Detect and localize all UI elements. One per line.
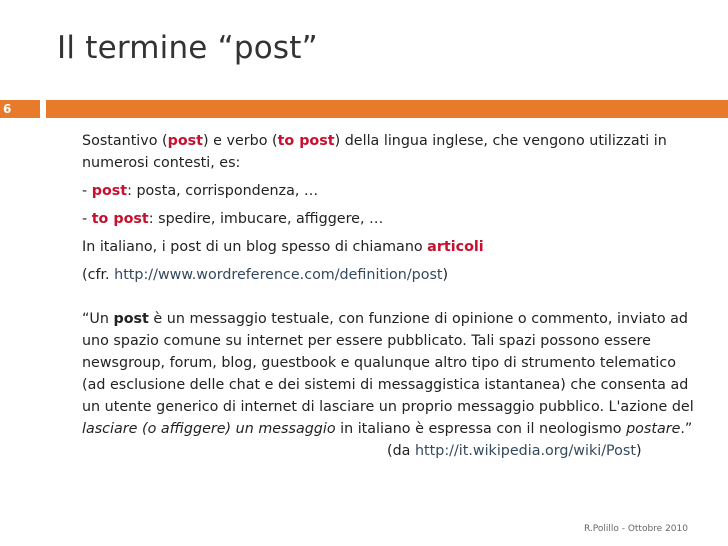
source-attribution [82,440,702,462]
term-to-post: to post [91,211,149,227]
italian-paragraph [82,236,702,258]
term-post: post [167,133,204,149]
slide-footer: R.Polillo - Ottobre 2010 [583,524,688,534]
bullet-post [82,180,702,202]
bullet-to-post [82,208,702,230]
dash: - [82,183,92,199]
text: Sostantivo ( [82,133,168,149]
wordreference-link[interactable]: http://www.wordreference.com/definition/post [114,267,443,283]
dash: - [82,211,92,227]
text: “Un [82,311,114,327]
text: in italiano è espressa con il neologismo [335,421,627,437]
term-to-post: to post [277,133,335,149]
text: ) e verbo ( [203,133,278,149]
title-divider-bar [46,100,728,118]
term-post: post [91,183,128,199]
term-articoli: articoli [427,239,484,255]
text: (da [387,443,415,459]
italic-phrase: lasciare (o affiggere) un messaggio [82,421,336,437]
slide-title: Il termine “post” [57,30,318,66]
text: : spedire, imbucare, affiggere, … [148,211,384,227]
text: (cfr. [82,267,115,283]
slide-number: 6 [3,102,12,116]
wikipedia-quote [82,308,702,440]
definition-paragraph [82,130,702,174]
slide-content [82,130,702,462]
text: In italiano, i post di un blog spesso di chiamano [82,239,428,255]
text: ) della lingua inglese, che vengono utilizzati in numerosi contesti, es: [82,133,667,171]
text: è un messaggio testuale, con funzione di opinione o commento, inviato ad uno spazio comune su internet per essere pubblicato. Tali spazi possono essere newsgroup, forum, blog, guestbook e qualunque altro tipo di strumento telematico (ad esclusione delle chat e dei sistemi di messaggistica istantanea) che consenta ad un utente generico di internet di lasciare un proprio messaggio pubblico. L'azione del [82,311,694,415]
text: ) [442,267,449,283]
term-post: post [113,311,149,327]
italic-word: postare [626,421,681,437]
text: : posta, corrispondenza, … [127,183,319,199]
text: ) [635,443,642,459]
wikipedia-link[interactable]: http://it.wikipedia.org/wiki/Post [414,443,636,459]
text: .” [680,421,693,437]
cfr-paragraph [82,264,702,286]
